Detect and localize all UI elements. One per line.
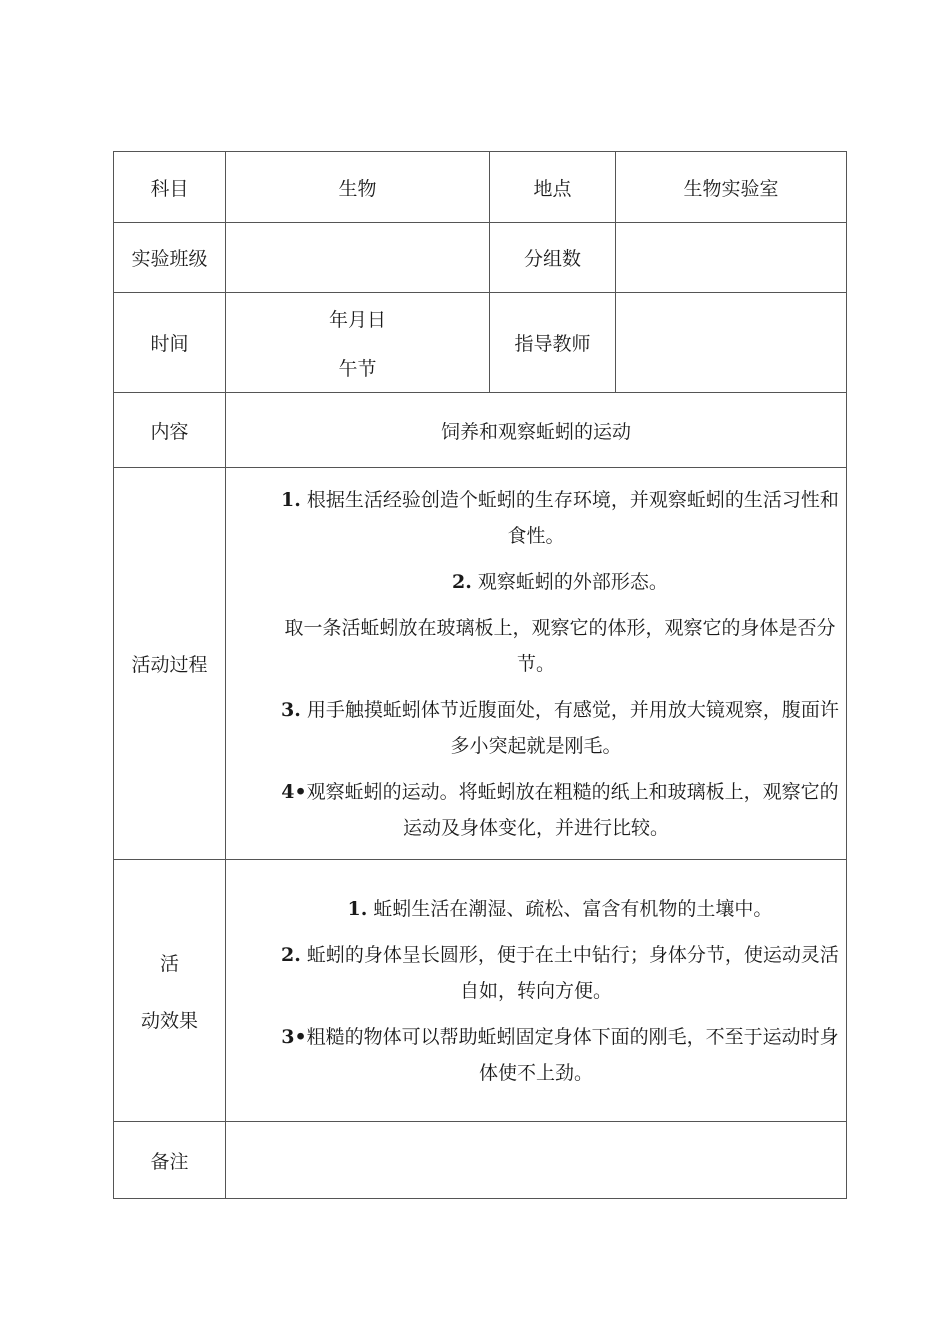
process-step: 4•观察蚯蚓的运动。将蚯蚓放在粗糙的纸上和玻璃板上，观察它的运动及身体变化，并进行比较。 bbox=[281, 780, 839, 839]
record-table bbox=[113, 151, 847, 1199]
process-label: 活动过程 bbox=[114, 468, 226, 860]
notes-label: 备注 bbox=[114, 1122, 226, 1199]
row-time bbox=[114, 293, 847, 393]
class-label: 实验班级 bbox=[114, 223, 226, 293]
subject-value: 生物 bbox=[226, 152, 490, 223]
effect-label-line1: 活 bbox=[159, 952, 179, 975]
row-effect bbox=[114, 860, 847, 1122]
row-content bbox=[114, 393, 847, 468]
location-value: 生物实验室 bbox=[616, 152, 847, 223]
time-label: 时间 bbox=[114, 293, 226, 393]
row-notes bbox=[114, 1122, 847, 1199]
effect-item: 1. 蚯蚓生活在潮湿、疏松、富含有机物的土壤中。 bbox=[347, 897, 773, 920]
process-step: 取一条活蚯蚓放在玻璃板上，观察它的体形，观察它的身体是否分节。 bbox=[284, 616, 836, 675]
process-step: 2. 观察蚯蚓的外部形态。 bbox=[452, 570, 668, 593]
process-step: 1. 根据生活经验创造个蚯蚓的生存环境，并观察蚯蚓的生活习性和食性。 bbox=[281, 488, 839, 547]
class-value bbox=[226, 223, 490, 293]
content-label: 内容 bbox=[114, 393, 226, 468]
row-subject bbox=[114, 152, 847, 223]
row-class bbox=[114, 223, 847, 293]
groups-value bbox=[616, 223, 847, 293]
process-step: 3. 用手触摸蚯蚓体节近腹面处，有感觉，并用放大镜观察，腹面许多小突起就是刚毛。 bbox=[281, 698, 839, 757]
notes-value bbox=[226, 1122, 847, 1199]
time-date: 年月日 bbox=[328, 308, 386, 331]
time-period: 午节 bbox=[338, 357, 377, 380]
effect-label-line2: 动效果 bbox=[140, 1009, 198, 1032]
teacher-label: 指导教师 bbox=[490, 293, 616, 393]
time-value bbox=[226, 293, 490, 393]
effect-item: 3•粗糙的物体可以帮助蚯蚓固定身体下面的刚毛，不至于运动时身体使不上劲。 bbox=[281, 1025, 839, 1084]
subject-label: 科目 bbox=[114, 152, 226, 223]
effect-label bbox=[114, 860, 226, 1122]
effect-body bbox=[226, 860, 847, 1122]
groups-label: 分组数 bbox=[490, 223, 616, 293]
effect-item: 2. 蚯蚓的身体呈长圆形，便于在土中钻行；身体分节，使运动灵活自如，转向方便。 bbox=[281, 943, 839, 1002]
process-body bbox=[226, 468, 847, 860]
row-process bbox=[114, 468, 847, 860]
teacher-value bbox=[616, 293, 847, 393]
location-label: 地点 bbox=[490, 152, 616, 223]
content-value: 饲养和观察蚯蚓的运动 bbox=[226, 393, 847, 468]
